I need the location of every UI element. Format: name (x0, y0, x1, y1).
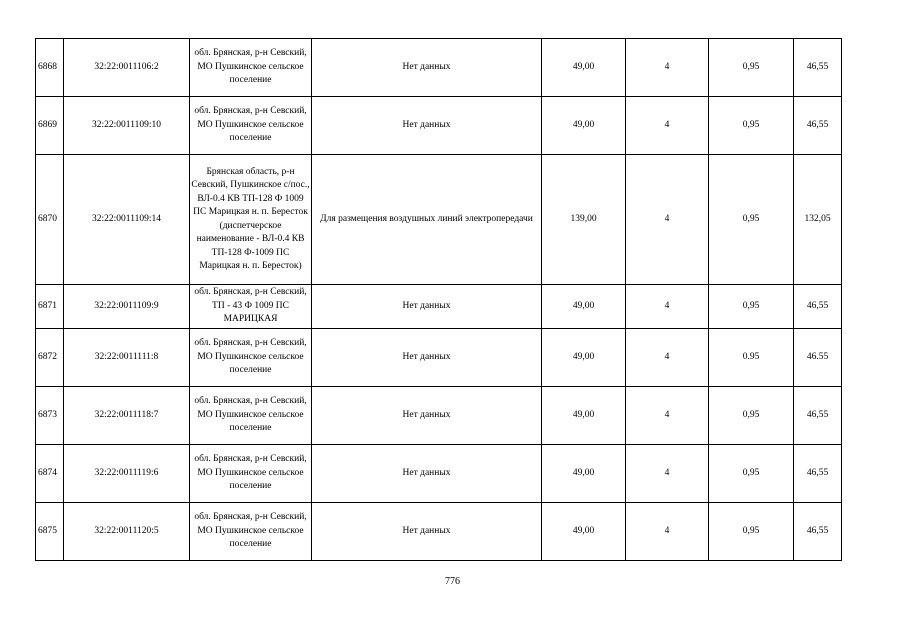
address: обл. Брянская, р-н Севский, МО Пушкинское сельское поселение (190, 97, 312, 155)
address: Брянская область, р-н Севский, Пушкинское с/пос., ВЛ-0.4 КВ ТП-128 Ф 1009 ПС Марицкая н. п. Бересток (диспетчерское наименование - ВЛ-0.4 КВ ТП-128 Ф-1009 ПС Марицкая н. п. Бересток) (190, 155, 312, 285)
area: 49,00 (542, 97, 626, 155)
cadastral-number: 32:22:0011119:6 (64, 445, 190, 503)
cadastral-number: 32:22:0011109:14 (64, 155, 190, 285)
table-row (36, 329, 842, 387)
cadastral-value: 46,55 (794, 387, 842, 445)
coefficient: 0,95 (709, 445, 794, 503)
coefficient: 0,95 (709, 155, 794, 285)
cadastral-value: 46,55 (794, 285, 842, 329)
coefficient: 0,95 (709, 503, 794, 561)
address: обл. Брянская, р-н Севский, ТП - 43 Ф 1009 ПС МАРИЦКАЯ (190, 285, 312, 329)
cadastral-value: 46,55 (794, 39, 842, 97)
row-number: 6871 (36, 285, 64, 329)
group: 4 (626, 39, 709, 97)
group: 4 (626, 155, 709, 285)
coefficient: 0,95 (709, 387, 794, 445)
table-row (36, 285, 842, 329)
permitted-use: Нет данных (312, 329, 542, 387)
row-number: 6872 (36, 329, 64, 387)
permitted-use: Нет данных (312, 503, 542, 561)
cadastral-value: 46.55 (794, 329, 842, 387)
area: 49,00 (542, 39, 626, 97)
row-number: 6873 (36, 387, 64, 445)
permitted-use: Нет данных (312, 387, 542, 445)
coefficient: 0,95 (709, 97, 794, 155)
group: 4 (626, 387, 709, 445)
permitted-use: Нет данных (312, 97, 542, 155)
table-row (36, 155, 842, 285)
group: 4 (626, 285, 709, 329)
table-row (36, 445, 842, 503)
row-number: 6869 (36, 97, 64, 155)
cadastral-number: 32:22:0011109:9 (64, 285, 190, 329)
coefficient: 0.95 (709, 329, 794, 387)
address: обл. Брянская, р-н Севский, МО Пушкинское сельское поселение (190, 503, 312, 561)
group: 4 (626, 97, 709, 155)
table-row (36, 387, 842, 445)
cadastral-number: 32:22:0011109:10 (64, 97, 190, 155)
cadastral-value: 46,55 (794, 97, 842, 155)
table-body (36, 39, 842, 561)
permitted-use: Нет данных (312, 285, 542, 329)
table-row (36, 39, 842, 97)
cadastral-number: 32:22:0011120:5 (64, 503, 190, 561)
permitted-use: Нет данных (312, 445, 542, 503)
cadastral-number: 32:22:0011111:8 (64, 329, 190, 387)
permitted-use: Нет данных (312, 39, 542, 97)
group: 4 (626, 445, 709, 503)
cadastral-value: 46,55 (794, 445, 842, 503)
coefficient: 0,95 (709, 39, 794, 97)
cadastral-number: 32:22:0011106:2 (64, 39, 190, 97)
row-number: 6868 (36, 39, 64, 97)
area: 49,00 (542, 387, 626, 445)
area: 49,00 (542, 445, 626, 503)
page-number: 776 (445, 576, 460, 587)
group: 4 (626, 503, 709, 561)
address: обл. Брянская, р-н Севский, МО Пушкинское сельское поселение (190, 387, 312, 445)
coefficient: 0,95 (709, 285, 794, 329)
cadastral-value: 46,55 (794, 503, 842, 561)
area: 139,00 (542, 155, 626, 285)
cadastral-value: 132,05 (794, 155, 842, 285)
address: обл. Брянская, р-н Севский, МО Пушкинское сельское поселение (190, 445, 312, 503)
row-number: 6874 (36, 445, 64, 503)
address: обл. Брянская, р-н Севский, МО Пушкинское сельское поселение (190, 39, 312, 97)
row-number: 6875 (36, 503, 64, 561)
cadastral-number: 32:22:0011118:7 (64, 387, 190, 445)
address: обл. Брянская, р-н Севский, МО Пушкинское сельское поселение (190, 329, 312, 387)
area: 49,00 (542, 503, 626, 561)
area: 49,00 (542, 329, 626, 387)
table-row (36, 97, 842, 155)
group: 4 (626, 329, 709, 387)
row-number: 6870 (36, 155, 64, 285)
area: 49,00 (542, 285, 626, 329)
cadastral-table (35, 38, 842, 561)
permitted-use: Для размещения воздушных линий электропередачи (312, 155, 542, 285)
table-row (36, 503, 842, 561)
